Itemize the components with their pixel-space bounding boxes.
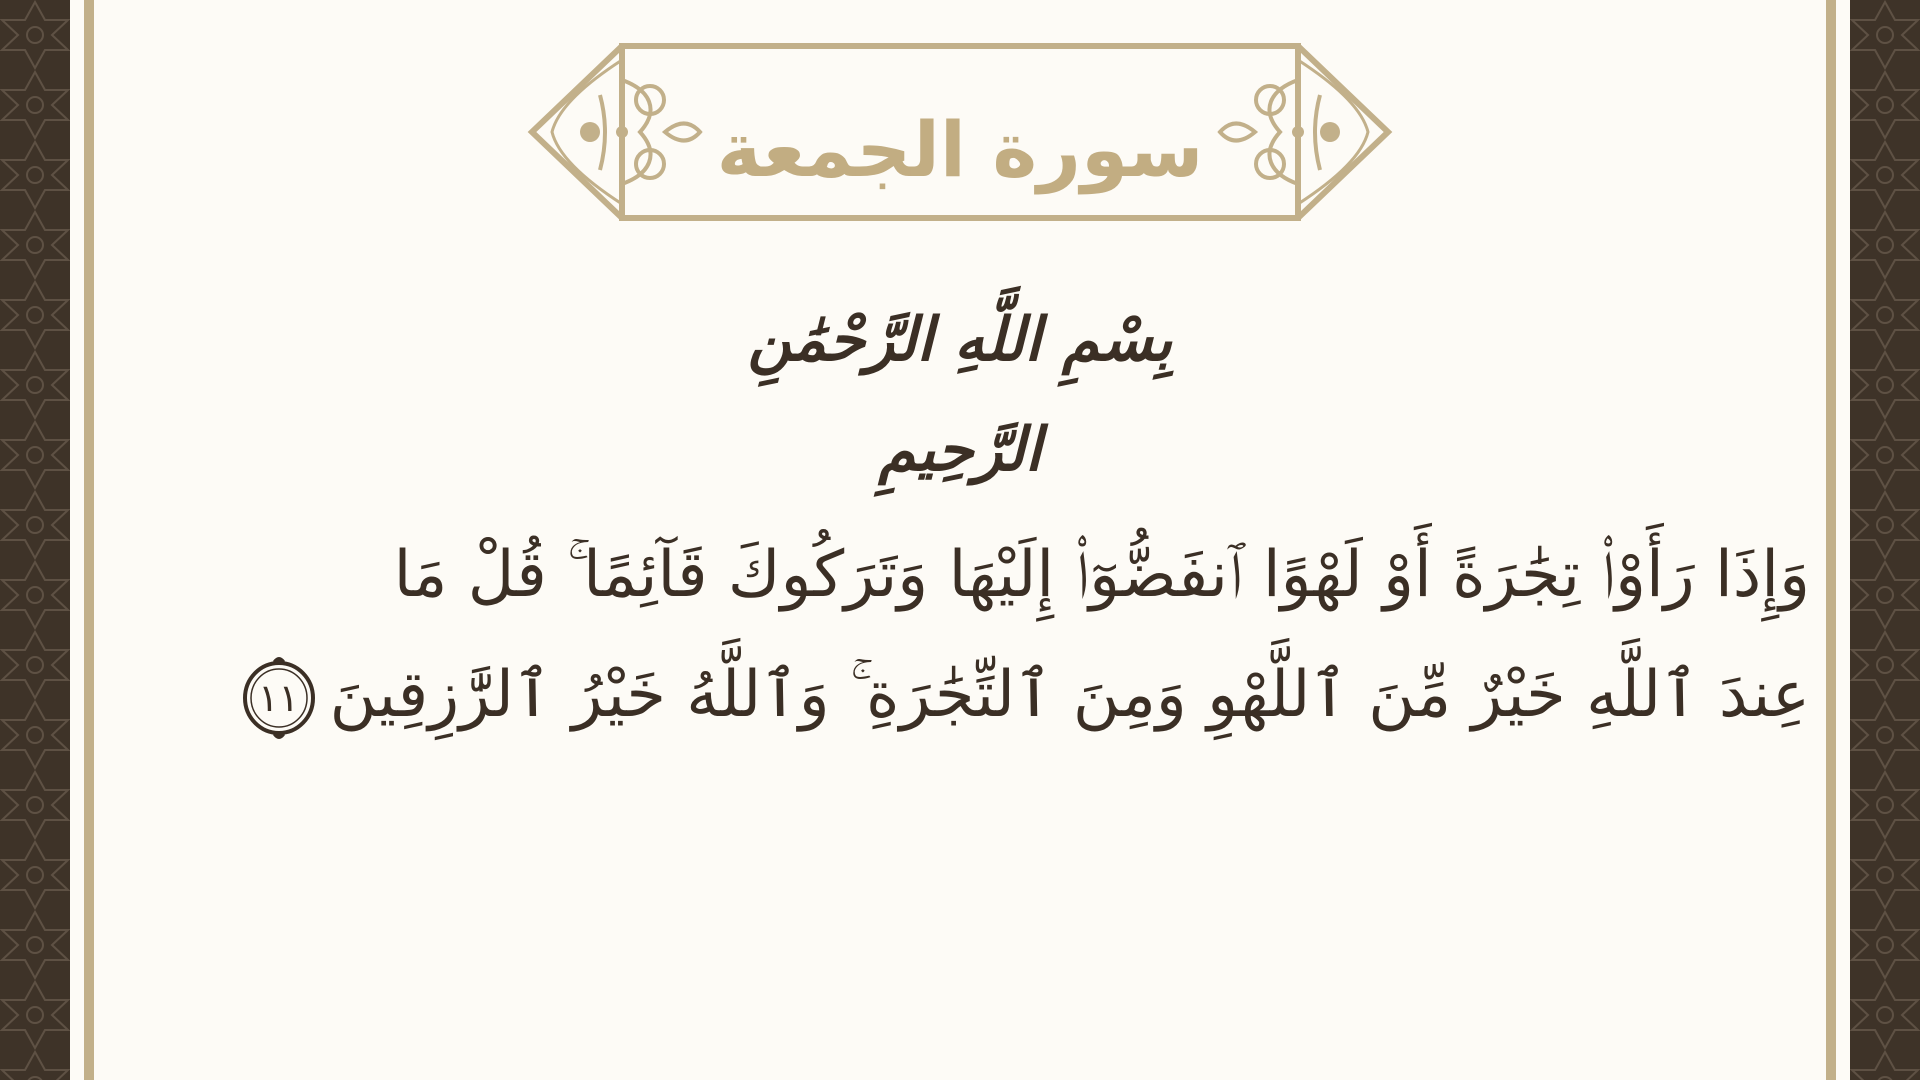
geometric-pattern-left (0, 0, 70, 1080)
geometric-pattern-right (1850, 0, 1920, 1080)
verse-line-2 (258, 635, 1810, 755)
right-gold-rule (1826, 0, 1836, 1080)
verse-text (258, 515, 1810, 755)
basmala-calligraphy: بِسْمِ اللَّهِ الرَّحْمَٰنِ الرَّحِيمِ (747, 305, 1173, 485)
right-ornamental-border (1850, 0, 1920, 1080)
ayah-end-marker (240, 653, 318, 743)
verse-line-1: وَإِذَا رَأَوْا۟ تِجَٰرَةً أَوْ لَهْوًا ٱنفَضُّوٓا۟ إِلَيْهَا وَتَرَكُوكَ قَآئِمًا ۚ قُلْ مَا (393, 538, 1810, 612)
verse-line-2-text: عِندَ ٱللَّهِ خَيْرٌ مِّنَ ٱللَّهْوِ وَمِنَ ٱلتِّجَٰرَةِ ۚ وَٱللَّهُ خَيْرُ ٱلرَّٰزِقِينَ (329, 658, 1810, 732)
ayah-number: ١١ (258, 676, 299, 721)
surah-title: سورة الجمعة (716, 105, 1204, 194)
surah-title-frame (500, 40, 1420, 230)
left-ornamental-border (0, 0, 70, 1080)
left-gold-rule (84, 0, 94, 1080)
